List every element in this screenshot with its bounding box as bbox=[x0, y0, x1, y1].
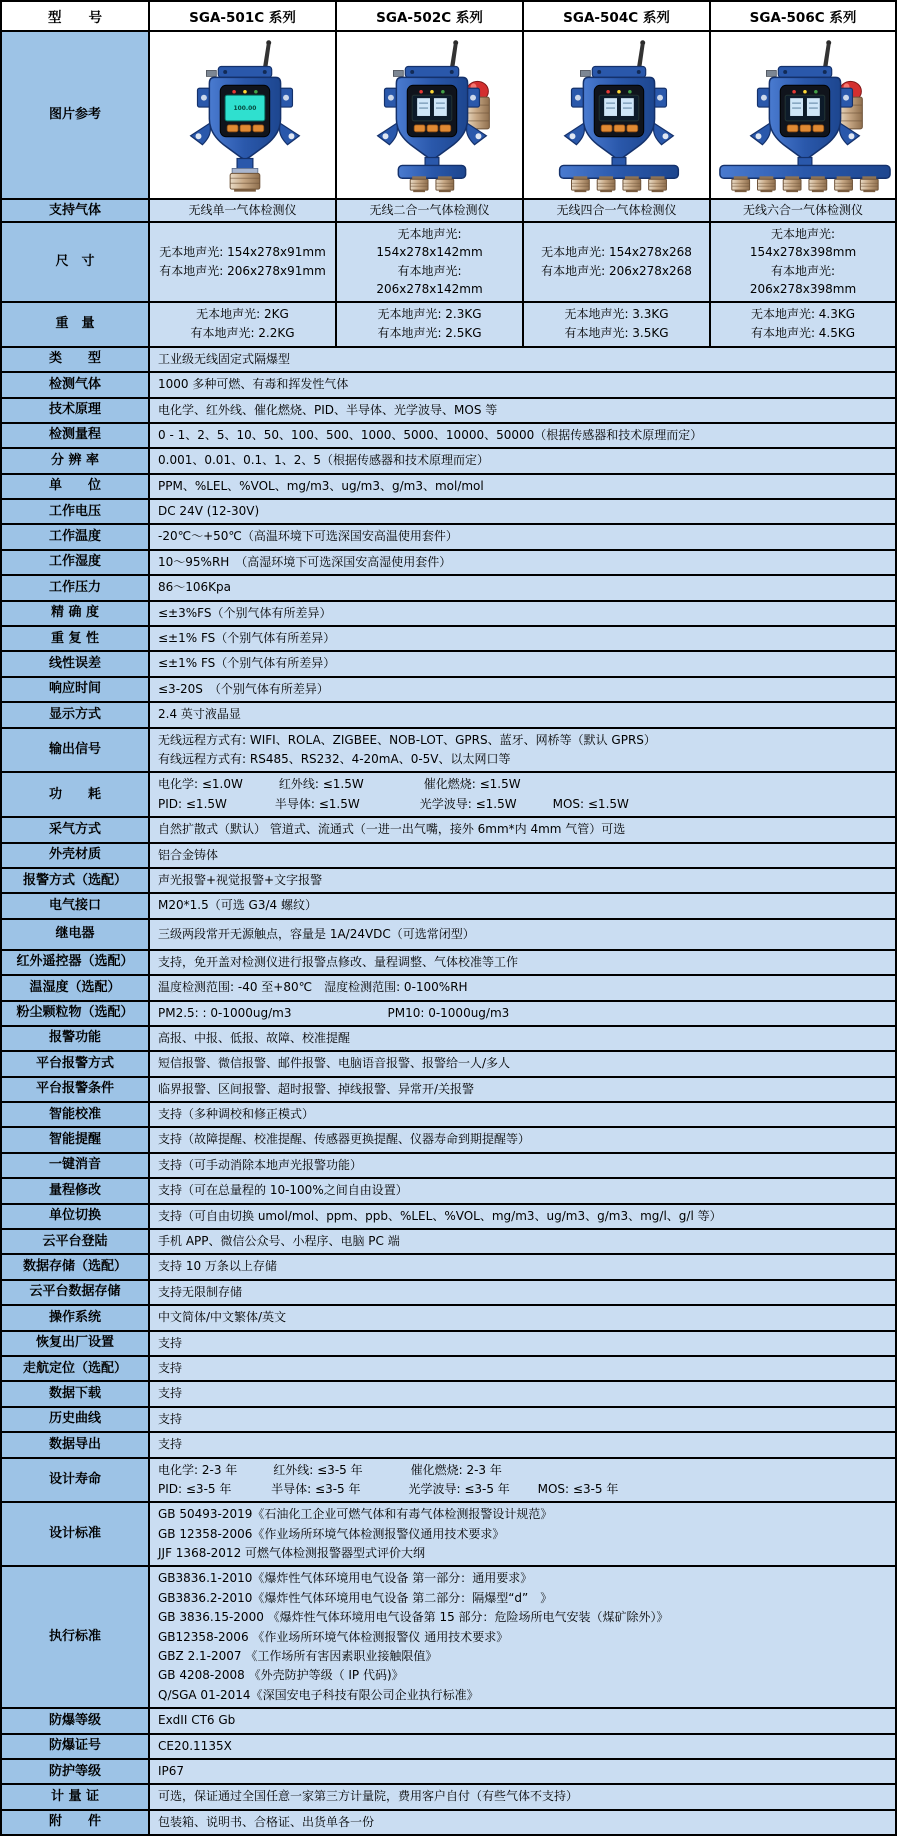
spec-label: 单位切换 bbox=[1, 1204, 149, 1229]
spec-label: 粉尘颗粒物（选配） bbox=[1, 1001, 149, 1026]
spec-value bbox=[149, 1204, 896, 1229]
spec-value bbox=[149, 677, 896, 702]
value-line: 电化学: ≤1.0W 红外线: ≤1.5W 催化燃烧: ≤1.5W bbox=[158, 777, 521, 792]
size-row-label: 尺 寸 bbox=[1, 222, 149, 302]
value-line: GB3836.2-2010《爆炸性气体环境用电气设备 第二部分：隔爆型“d” 》 bbox=[158, 1590, 553, 1605]
spec-label: 防爆等级 bbox=[1, 1708, 149, 1733]
value-line: 无本地声光: 154x278x142mm bbox=[376, 227, 483, 259]
spec-row bbox=[1, 950, 896, 975]
spec-row bbox=[1, 1810, 896, 1835]
value-line: 支持（可手动消除本地声光报警功能） bbox=[158, 1157, 363, 1172]
spec-value bbox=[149, 601, 896, 626]
value-line: Q/SGA 01-2014《深国安电子科技有限公司企业执行标准》 bbox=[158, 1687, 479, 1702]
spec-label: 平台报警条件 bbox=[1, 1077, 149, 1102]
support-gas-value: 无线六合一气体检测仪 bbox=[710, 199, 896, 222]
weight-row-value bbox=[336, 302, 523, 347]
product-image-sga-506c bbox=[711, 33, 895, 193]
value-line: 有本地声光: 4.5KG bbox=[750, 326, 856, 341]
image-row-label: 图片参考 bbox=[1, 31, 149, 199]
spec-value bbox=[149, 347, 896, 372]
value-line: 有本地声光: 206x278x91mm bbox=[159, 264, 326, 279]
spec-row bbox=[1, 1356, 896, 1381]
spec-row bbox=[1, 1458, 896, 1503]
spec-row bbox=[1, 772, 896, 817]
spec-value bbox=[149, 868, 896, 893]
spec-value bbox=[149, 1127, 896, 1152]
weight-row-value bbox=[149, 302, 336, 347]
value-line: 铝合金铸体 bbox=[158, 847, 219, 862]
spec-label: 设计标准 bbox=[1, 1502, 149, 1566]
spec-row bbox=[1, 1502, 896, 1566]
spec-label: 技术原理 bbox=[1, 398, 149, 423]
spec-row bbox=[1, 1381, 896, 1406]
value-line: GB 50493-2019《石油化工企业可燃气体和有毒气体检测报警设计规范》 bbox=[158, 1507, 553, 1522]
spec-row bbox=[1, 1407, 896, 1432]
spec-value bbox=[149, 1153, 896, 1178]
spec-label: 功 耗 bbox=[1, 772, 149, 817]
spec-row bbox=[1, 1153, 896, 1178]
value-line: GB12358-2006 《作业场所环境气体检测报警仪 通用技术要求》 bbox=[158, 1629, 509, 1644]
value-line: 有本地声光: 206x278x268 bbox=[541, 264, 692, 279]
value-line: JJF 1368-2012 可燃气体检测报警器型式评价大纲 bbox=[158, 1546, 426, 1561]
support-gas-row bbox=[1, 199, 896, 222]
value-line: 支持（多种调校和修正模式） bbox=[158, 1107, 315, 1122]
spec-row bbox=[1, 1001, 896, 1026]
spec-value bbox=[149, 702, 896, 727]
spec-value bbox=[149, 1810, 896, 1835]
value-line: 支持（故障提醒、校准提醒、传感器更换提醒、仪器寿命到期提醒等） bbox=[158, 1132, 531, 1147]
spec-value bbox=[149, 448, 896, 473]
spec-value bbox=[149, 372, 896, 397]
spec-label: 云平台数据存储 bbox=[1, 1280, 149, 1305]
header-row bbox=[1, 1, 896, 31]
value-line: 86～106Kpa bbox=[158, 580, 232, 595]
spec-row bbox=[1, 423, 896, 448]
spec-value bbox=[149, 1708, 896, 1733]
spec-row bbox=[1, 728, 896, 773]
value-line: ≤3-20S （个别气体有所差异） bbox=[158, 681, 329, 696]
spec-row bbox=[1, 626, 896, 651]
weight-row bbox=[1, 302, 896, 347]
model-header: SGA-502C 系列 bbox=[336, 1, 523, 31]
spec-row bbox=[1, 702, 896, 727]
weight-row-value bbox=[710, 302, 896, 347]
value-line: 有线远程方式有: RS485、RS232、4-20mA、0-5V、以太网口等 bbox=[158, 751, 511, 766]
value-line: 无本地声光: 2KG bbox=[196, 306, 289, 321]
svg-text:100.00: 100.00 bbox=[233, 105, 256, 113]
spec-label: 防护等级 bbox=[1, 1759, 149, 1784]
value-line: ≤±1% FS（个别气体有所差异） bbox=[158, 656, 336, 671]
product-image-sga-501c bbox=[151, 33, 335, 193]
spec-value bbox=[149, 1051, 896, 1076]
value-line: IP67 bbox=[158, 1764, 185, 1778]
value-line: 有本地声光: 2.5KG bbox=[377, 326, 482, 341]
size-row-value bbox=[523, 222, 710, 302]
spec-label: 显示方式 bbox=[1, 702, 149, 727]
value-line: -20℃～+50℃（高温环境下可选深国安高温使用套件） bbox=[158, 529, 458, 544]
weight-row-value bbox=[523, 302, 710, 347]
spec-row bbox=[1, 1331, 896, 1356]
product-image-cell bbox=[336, 31, 523, 199]
spec-row bbox=[1, 1102, 896, 1127]
value-line: 电化学、红外线、催化燃烧、PID、半导体、光学波导、MOS 等 bbox=[158, 402, 498, 417]
spec-row bbox=[1, 1734, 896, 1759]
spec-row bbox=[1, 1759, 896, 1784]
value-line: 无本地声光: 4.3KG bbox=[750, 306, 856, 321]
spec-value bbox=[149, 950, 896, 975]
spec-label: 工作湿度 bbox=[1, 550, 149, 575]
spec-row bbox=[1, 575, 896, 600]
value-line: CE20.1135X bbox=[158, 1738, 232, 1753]
spec-row bbox=[1, 975, 896, 1000]
spec-value bbox=[149, 1077, 896, 1102]
spec-row bbox=[1, 1026, 896, 1051]
spec-row bbox=[1, 1280, 896, 1305]
spec-label: 平台报警方式 bbox=[1, 1051, 149, 1076]
size-row-value bbox=[336, 222, 523, 302]
spec-label: 报警方式（选配） bbox=[1, 868, 149, 893]
image-row bbox=[1, 31, 896, 199]
spec-label: 线性误差 bbox=[1, 651, 149, 676]
value-line: 支持 bbox=[158, 1411, 183, 1426]
spec-row bbox=[1, 651, 896, 676]
spec-row bbox=[1, 1077, 896, 1102]
product-image-cell bbox=[710, 31, 896, 199]
spec-row bbox=[1, 1127, 896, 1152]
value-line: 支持 bbox=[158, 1335, 183, 1350]
spec-label: 执行标准 bbox=[1, 1566, 149, 1708]
product-image-cell bbox=[523, 31, 710, 199]
spec-row bbox=[1, 499, 896, 524]
value-line: 工业级无线固定式隔爆型 bbox=[158, 351, 291, 366]
support-gas-value: 无线四合一气体检测仪 bbox=[523, 199, 710, 222]
value-line: GB 12358-2006《作业场所环境气体检测报警仪通用技术要求》 bbox=[158, 1526, 505, 1541]
value-line: 10～95%RH （高湿环境下可选深国安高湿使用套件） bbox=[158, 554, 452, 569]
spec-value bbox=[149, 1026, 896, 1051]
product-image-sga-504c bbox=[525, 33, 709, 193]
support-gas-value: 无线单一气体检测仪 bbox=[149, 199, 336, 222]
value-line: 短信报警、微信报警、邮件报警、电脑语音报警、报警给一人/多人 bbox=[158, 1056, 511, 1071]
spec-label: 温湿度（选配） bbox=[1, 975, 149, 1000]
spec-label: 红外遥控器（选配） bbox=[1, 950, 149, 975]
value-line: DC 24V (12-30V) bbox=[158, 504, 260, 519]
value-line: 无本地声光: 2.3KG bbox=[377, 306, 482, 321]
spec-row bbox=[1, 601, 896, 626]
spec-value bbox=[149, 1229, 896, 1254]
value-line: GB 3836.15-2000 《爆炸性气体环境用电气设备第 15 部分：危险场所电气安装（煤矿除外）》 bbox=[158, 1610, 669, 1625]
spec-value bbox=[149, 893, 896, 918]
spec-label: 智能提醒 bbox=[1, 1127, 149, 1152]
spec-value bbox=[149, 1178, 896, 1203]
spec-value bbox=[149, 1566, 896, 1708]
value-line: 自然扩散式（默认） 管道式、流通式（一进一出气嘴，接外 6mm*内 4mm 气管）可选 bbox=[158, 822, 626, 837]
spec-value bbox=[149, 728, 896, 773]
value-line: ExdII CT6 Gb bbox=[158, 1713, 236, 1728]
spec-row bbox=[1, 919, 896, 950]
value-line: 有本地声光: 206x278x398mm bbox=[749, 264, 857, 296]
spec-row bbox=[1, 1178, 896, 1203]
value-line: 0.001、0.01、0.1、1、2、5（根据传感器和技术原理而定） bbox=[158, 453, 490, 468]
spec-row bbox=[1, 1229, 896, 1254]
spec-label: 数据下载 bbox=[1, 1381, 149, 1406]
value-line: 2.4 英寸液晶显 bbox=[158, 707, 241, 722]
value-line: 无本地声光: 3.3KG bbox=[564, 306, 669, 321]
spec-row bbox=[1, 448, 896, 473]
spec-value bbox=[149, 1734, 896, 1759]
value-line: 支持，免开盖对检测仪进行报警点修改、量程调整、气体校准等工作 bbox=[158, 954, 519, 969]
value-line: 支持 bbox=[158, 1437, 183, 1452]
spec-label: 防爆证号 bbox=[1, 1734, 149, 1759]
value-line: 无本地声光: 154x278x91mm bbox=[159, 244, 326, 259]
model-header: SGA-506C 系列 bbox=[710, 1, 896, 31]
spec-row bbox=[1, 347, 896, 372]
spec-value bbox=[149, 772, 896, 817]
spec-value bbox=[149, 1502, 896, 1566]
value-line: 手机 APP、微信公众号、小程序、电脑 PC 端 bbox=[158, 1234, 400, 1249]
value-line: 有本地声光: 2.2KG bbox=[190, 326, 295, 341]
spec-row bbox=[1, 1708, 896, 1733]
spec-label: 工作压力 bbox=[1, 575, 149, 600]
spec-value bbox=[149, 1784, 896, 1809]
product-image-sga-502c bbox=[338, 33, 522, 193]
spec-label: 精 确 度 bbox=[1, 601, 149, 626]
spec-value bbox=[149, 1407, 896, 1432]
spec-row bbox=[1, 398, 896, 423]
spec-value bbox=[149, 1381, 896, 1406]
value-line: 三级两段常开无源触点，容量是 1A/24VDC（可选常闭型） bbox=[158, 926, 475, 941]
value-line: 有本地声光: 206x278x142mm bbox=[376, 264, 483, 296]
spec-row bbox=[1, 1432, 896, 1457]
spec-label: 历史曲线 bbox=[1, 1407, 149, 1432]
spec-label: 工作温度 bbox=[1, 524, 149, 549]
spec-value bbox=[149, 1356, 896, 1381]
value-line: PID: ≤3-5 年 半导体: ≤3-5 年 光学波导: ≤3-5 年 MOS: ≤3-5 年 bbox=[158, 1481, 619, 1496]
value-line: 支持无限制存储 bbox=[158, 1284, 243, 1299]
value-line: 支持（可在总量程的 10-100%之间自由设置） bbox=[158, 1183, 408, 1198]
model-column-label: 型 号 bbox=[1, 1, 149, 31]
size-row-value bbox=[710, 222, 896, 302]
spec-label: 输出信号 bbox=[1, 728, 149, 773]
value-line: 声光报警+视觉报警+文字报警 bbox=[158, 872, 323, 887]
spec-label: 电气接口 bbox=[1, 893, 149, 918]
spec-label: 计 量 证 bbox=[1, 1784, 149, 1809]
spec-value bbox=[149, 1432, 896, 1457]
spec-row bbox=[1, 1204, 896, 1229]
spec-value bbox=[149, 524, 896, 549]
value-line: 1000 多种可燃、有毒和挥发性气体 bbox=[158, 377, 349, 392]
spec-value bbox=[149, 423, 896, 448]
spec-label: 走航定位（选配） bbox=[1, 1356, 149, 1381]
spec-label: 外壳材质 bbox=[1, 843, 149, 868]
spec-label: 云平台登陆 bbox=[1, 1229, 149, 1254]
spec-row bbox=[1, 817, 896, 842]
weight-row-label: 重 量 bbox=[1, 302, 149, 347]
spec-value bbox=[149, 474, 896, 499]
spec-row bbox=[1, 372, 896, 397]
spec-row bbox=[1, 550, 896, 575]
spec-label: 类 型 bbox=[1, 347, 149, 372]
spec-label: 工作电压 bbox=[1, 499, 149, 524]
spec-value bbox=[149, 919, 896, 950]
spec-row bbox=[1, 1305, 896, 1330]
value-line: 温度检测范围: -40 至+80℃ 湿度检测范围: 0-100%RH bbox=[158, 980, 468, 995]
spec-label: 量程修改 bbox=[1, 1178, 149, 1203]
value-line: 高报、中报、低报、故障、校准提醒 bbox=[158, 1030, 351, 1045]
value-line: 0 - 1、2、5、10、50、100、500、1000、5000、10000、50000（根据传感器和技术原理而定） bbox=[158, 427, 703, 442]
value-line: 无本地声光: 154x278x398mm bbox=[749, 227, 857, 259]
spec-label: 恢复出厂设置 bbox=[1, 1331, 149, 1356]
spec-value bbox=[149, 817, 896, 842]
spec-row bbox=[1, 1566, 896, 1708]
spec-row bbox=[1, 843, 896, 868]
spec-label: 一键消音 bbox=[1, 1153, 149, 1178]
value-line: 支持 bbox=[158, 1360, 183, 1375]
spec-label: 采气方式 bbox=[1, 817, 149, 842]
spec-value bbox=[149, 1001, 896, 1026]
value-line: PM2.5: : 0-1000ug/m3 PM10: 0-1000ug/m3 bbox=[158, 1005, 510, 1020]
spec-label: 重 复 性 bbox=[1, 626, 149, 651]
value-line: PPM、%LEL、%VOL、mg/m3、ug/m3、g/m3、mol/mol bbox=[158, 478, 484, 493]
spec-label: 分 辨 率 bbox=[1, 448, 149, 473]
value-line: 中文简体/中文繁体/英文 bbox=[158, 1310, 287, 1325]
spec-label: 单 位 bbox=[1, 474, 149, 499]
value-line: GB3836.1-2010《爆炸性气体环境用电气设备 第一部分：通用要求》 bbox=[158, 1571, 533, 1586]
spec-label: 操作系统 bbox=[1, 1305, 149, 1330]
spec-value bbox=[149, 398, 896, 423]
value-line: 有本地声光: 3.5KG bbox=[564, 326, 669, 341]
spec-row bbox=[1, 677, 896, 702]
spec-label: 报警功能 bbox=[1, 1026, 149, 1051]
model-header: SGA-501C 系列 bbox=[149, 1, 336, 31]
value-line: 临界报警、区间报警、超时报警、掉线报警、异常开/关报警 bbox=[158, 1081, 475, 1096]
value-line: ≤±1% FS（个别气体有所差异） bbox=[158, 631, 336, 646]
spec-label: 响应时间 bbox=[1, 677, 149, 702]
value-line: 无本地声光: 154x278x268 bbox=[541, 244, 692, 259]
spec-label: 设计寿命 bbox=[1, 1458, 149, 1503]
support-gas-label: 支持气体 bbox=[1, 199, 149, 222]
spec-label: 继电器 bbox=[1, 919, 149, 950]
spec-label: 检测量程 bbox=[1, 423, 149, 448]
spec-value bbox=[149, 1331, 896, 1356]
spec-value bbox=[149, 575, 896, 600]
spec-value bbox=[149, 626, 896, 651]
size-row bbox=[1, 222, 896, 302]
value-line: GB 4208-2008 《外壳防护等级（ IP 代码)》 bbox=[158, 1668, 404, 1683]
value-line: 无线远程方式有: WIFI、ROLA、ZIGBEE、NOB-LOT、GPRS、蓝牙、网桥等（默认 GPRS） bbox=[158, 732, 656, 747]
product-image-cell bbox=[149, 31, 336, 199]
spec-row bbox=[1, 893, 896, 918]
spec-label: 检测气体 bbox=[1, 372, 149, 397]
spec-label: 智能校准 bbox=[1, 1102, 149, 1127]
value-line: GBZ 2.1-2007 《工作场所有害因素职业接触限值》 bbox=[158, 1649, 438, 1664]
spec-label: 附 件 bbox=[1, 1810, 149, 1835]
spec-row bbox=[1, 1784, 896, 1809]
model-header: SGA-504C 系列 bbox=[523, 1, 710, 31]
spec-value bbox=[149, 1458, 896, 1503]
value-line: 电化学: 2-3 年 红外线: ≤3-5 年 催化燃烧: 2-3 年 bbox=[158, 1462, 502, 1477]
spec-label: 数据存储（选配） bbox=[1, 1254, 149, 1279]
value-line: 包装箱、说明书、合格证、出货单各一份 bbox=[158, 1814, 375, 1829]
spec-value bbox=[149, 1759, 896, 1784]
spec-value bbox=[149, 1254, 896, 1279]
value-line: M20*1.5（可选 G3/4 螺纹） bbox=[158, 898, 317, 913]
spec-value bbox=[149, 975, 896, 1000]
value-line: 支持 10 万条以上存储 bbox=[158, 1259, 277, 1274]
spec-value bbox=[149, 1102, 896, 1127]
spec-value bbox=[149, 499, 896, 524]
spec-row bbox=[1, 1051, 896, 1076]
value-line: 支持（可自由切换 umol/mol、ppm、ppb、%LEL、%VOL、mg/m3、ug/m3、g/m3、mg/l、g/l 等） bbox=[158, 1208, 722, 1223]
spec-value bbox=[149, 550, 896, 575]
spec-label: 数据导出 bbox=[1, 1432, 149, 1457]
spec-row bbox=[1, 1254, 896, 1279]
value-line: ≤±3%FS（个别气体有所差异） bbox=[158, 605, 332, 620]
support-gas-value: 无线二合一气体检测仪 bbox=[336, 199, 523, 222]
spec-value bbox=[149, 1305, 896, 1330]
spec-row bbox=[1, 474, 896, 499]
spec-value bbox=[149, 843, 896, 868]
spec-value bbox=[149, 651, 896, 676]
value-line: 支持 bbox=[158, 1386, 183, 1401]
spec-row bbox=[1, 868, 896, 893]
value-line: 可选，保证通过全国任意一家第三方计量院，费用客户自付（有些气体不支持） bbox=[158, 1789, 579, 1804]
spec-row bbox=[1, 524, 896, 549]
size-row-value bbox=[149, 222, 336, 302]
spec-value bbox=[149, 1280, 896, 1305]
value-line: PID: ≤1.5W 半导体: ≤1.5W 光学波导: ≤1.5W MOS: ≤1.5W bbox=[158, 796, 629, 811]
